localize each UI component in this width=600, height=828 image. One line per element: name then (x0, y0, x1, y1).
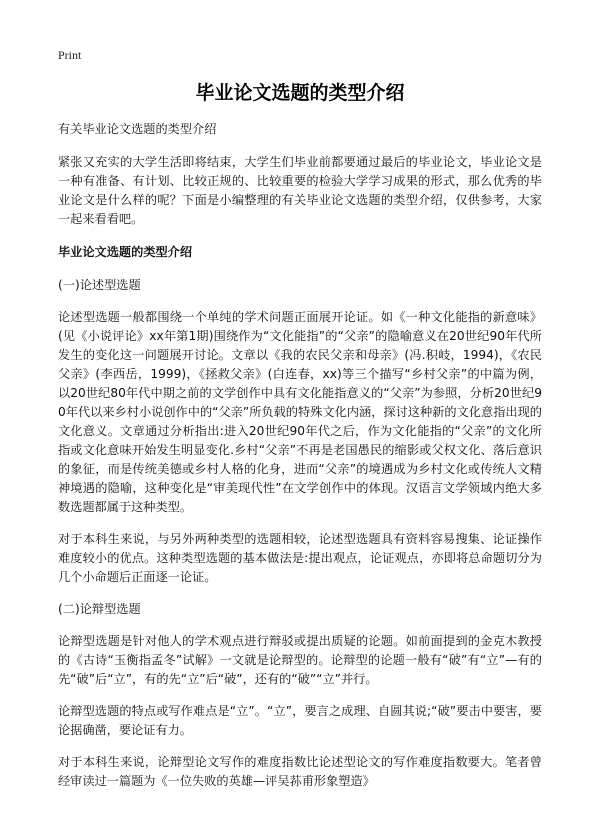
subsection-heading-1: (一)论述型选题 (58, 278, 141, 292)
argument-type-paragraph: 论述型选题一般都围绕一个单纯的学术问题正面展开论证。如《一种文化能指的新意味》(见《小说评论》xx年第1期)围绕作为“文化能指”的“父亲”的隐喻意义在20世纪90年代所发生的变化这一问题展开讨论。文章以《我的农民父亲和母亲》(冯.积岐，1994)，《农民父亲》(李西岳，1999)，《拯救父亲》(白连春，xx)等三个描写“乡村父亲”的中篇为例，以20世纪80年代中期之前的文学创作中具有文化能指意义的“父亲”为参照，分析20世纪90年代以来乡村小说创作中的“父亲”所负载的特殊文化内涵，探讨这种新的文化意指出现的文化意义。文章通过分析指出:进入20世纪90年代之后，作为文化能指的“父亲”的文化所指或文化意味开始发生明显变化.乡村“父亲”不再是老国愚民的缩影或父权文化、落后意识的象征，而是传统美德或乡村人格的化身，进而“父亲”的境遇成为乡村文化或传统人文精神境遇的隐喻，这种变化是“审美现代性”在文学创作中的体现。汉语言文学领域内绝大多数选题都属于这种类型。 (58, 310, 542, 514)
debate-feature-paragraph: 论辩型选题的特点或写作难点是“立”。“立”，要言之成理、自圆其说;“破”要击中要害，要论据确凿，要论证有力。 (58, 704, 542, 737)
page-title: 毕业论文选题的类型介绍 (195, 82, 405, 104)
section-heading: 毕业论文选题的类型介绍 (58, 245, 193, 259)
debate-difficulty-paragraph: 对于本科生来说，论辩型论文写作的难度指数比论述型论文的写作难度指数要大。笔者曾经审读过一篇题为《一位失败的英雄—评吴荪甫形象塑造》 (58, 755, 542, 788)
subsection-heading-2: (二)论辩型选题 (58, 602, 141, 616)
print-link[interactable]: Print (58, 48, 82, 62)
argument-type-note-paragraph: 对于本科生来说，与另外两种类型的选题相较，论述型选题具有资料容易搜集、论证操作难度较小的优点。这种类型选题的基本做法是:提出观点，论证观点，亦即将总命题切分为几个小命题后正面逐一论证。 (58, 532, 542, 584)
debate-type-paragraph: 论辩型选题是针对他人的学术观点进行辩驳或提出质疑的论题。如前面提到的金克木教授的《古诗“玉衡指孟冬”试解》一文就是论辩型的。论辩型的论题一般有“破”有“立”—有的先“破”后“立”，有的先“立”后“破”，还有的“破”“立”并行。 (58, 634, 542, 686)
subtitle-paragraph: 有关毕业论文选题的类型介绍 (58, 122, 217, 136)
intro-paragraph: 紧张又充实的大学生活即将结束，大学生们毕业前都要通过最后的毕业论文，毕业论文是一种有准备、有计划、比较正规的、比较重要的检验大学学习成果的形式，那么优秀的毕业论文是什么样的呢？下面是小编整理的有关毕业论文选题的类型介绍，仅供参考，大家一起来看看吧。 (58, 155, 542, 226)
